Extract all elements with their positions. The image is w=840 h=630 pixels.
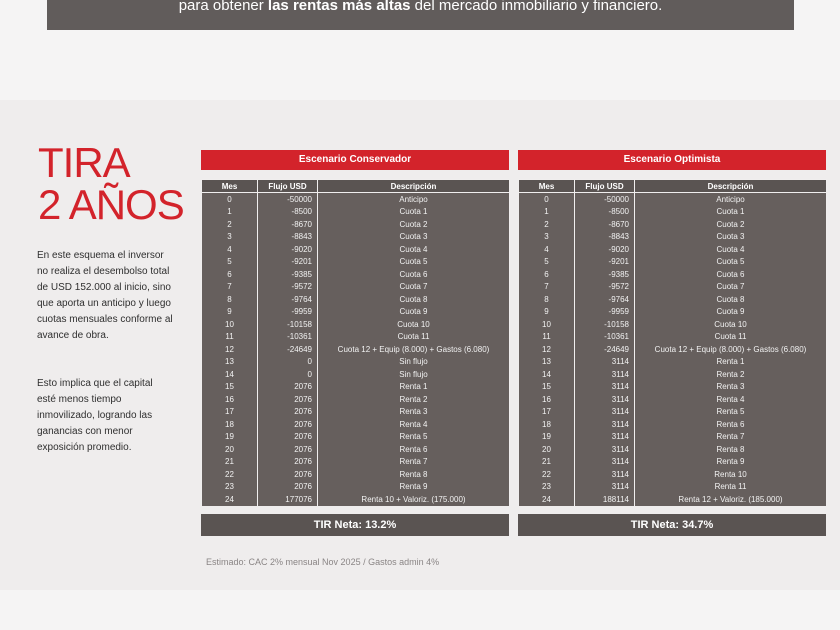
- table-row: [202, 356, 510, 369]
- banner-text-after: del mercado inmobiliario y financiero.: [410, 0, 663, 14]
- cell-mes: 0: [202, 193, 258, 206]
- cell-descripcion: Cuota 6: [635, 268, 827, 281]
- cell-mes: 15: [202, 381, 258, 394]
- cell-descripcion: Cuota 10: [635, 318, 827, 331]
- cell-flujo: -9572: [575, 281, 635, 294]
- cell-descripcion: Renta 4: [318, 418, 510, 431]
- table-row: [202, 343, 510, 356]
- cell-mes: 21: [519, 456, 575, 469]
- cell-descripcion: Renta 6: [318, 443, 510, 456]
- table-row: [519, 493, 827, 506]
- cell-descripcion: Cuota 1: [318, 206, 510, 219]
- cell-mes: 16: [519, 393, 575, 406]
- cell-descripcion: Renta 9: [318, 481, 510, 494]
- cell-descripcion: Cuota 11: [318, 331, 510, 344]
- table-row: [202, 231, 510, 244]
- cell-flujo: 0: [258, 356, 318, 369]
- table-row: [519, 206, 827, 219]
- cell-flujo: 188114: [575, 493, 635, 506]
- summary-paragraph: Esto implica que el capital esté menos tiempo inmovilizado, logrando las ganancias con menor exposición promedio.: [37, 378, 153, 453]
- cell-mes: 16: [202, 393, 258, 406]
- table-row: [202, 193, 510, 206]
- cell-flujo: -9959: [258, 306, 318, 319]
- intro-paragraph: En este esquema el inversor no realiza el desembolso total de USD 152.000 al inicio, sino que aporta un anticipo y luego cuotas mensuales conforme al avance de obra.: [37, 250, 173, 341]
- cell-flujo: 2076: [258, 443, 318, 456]
- table-row: [519, 381, 827, 394]
- cell-mes: 23: [202, 481, 258, 494]
- table-row: [202, 281, 510, 294]
- cell-mes: 2: [202, 218, 258, 231]
- table-row: [202, 406, 510, 419]
- cell-descripcion: Renta 1: [635, 356, 827, 369]
- cell-flujo: 3114: [575, 381, 635, 394]
- table-row: [202, 381, 510, 394]
- cell-flujo: -9201: [575, 256, 635, 269]
- cell-flujo: 0: [258, 368, 318, 381]
- cell-descripcion: Cuota 9: [635, 306, 827, 319]
- table-row: [519, 431, 827, 444]
- cell-mes: 19: [519, 431, 575, 444]
- table-row: [519, 406, 827, 419]
- cell-flujo: 3114: [575, 368, 635, 381]
- cell-descripcion: Renta 10: [635, 468, 827, 481]
- table-row: [519, 268, 827, 281]
- cell-flujo: 2076: [258, 431, 318, 444]
- cell-flujo: 3114: [575, 431, 635, 444]
- cell-mes: 9: [519, 306, 575, 319]
- cell-descripcion: Cuota 8: [318, 293, 510, 306]
- table-row: [202, 443, 510, 456]
- table-row: [202, 368, 510, 381]
- cell-flujo: -50000: [575, 193, 635, 206]
- cell-mes: 15: [519, 381, 575, 394]
- cell-flujo: 3114: [575, 468, 635, 481]
- cell-descripcion: Cuota 3: [635, 231, 827, 244]
- cell-flujo: 3114: [575, 356, 635, 369]
- table-row: [519, 231, 827, 244]
- column-header-mes: Mes: [202, 180, 258, 193]
- cell-descripcion: Sin flujo: [318, 356, 510, 369]
- table-row: [519, 393, 827, 406]
- cell-mes: 3: [519, 231, 575, 244]
- cell-descripcion: Cuota 5: [635, 256, 827, 269]
- cell-descripcion: Anticipo: [635, 193, 827, 206]
- table-row: [202, 243, 510, 256]
- cell-mes: 14: [519, 368, 575, 381]
- cell-flujo: -10361: [258, 331, 318, 344]
- cell-descripcion: Cuota 7: [318, 281, 510, 294]
- table-row: [202, 468, 510, 481]
- cell-descripcion: Cuota 5: [318, 256, 510, 269]
- cell-descripcion: Cuota 12 + Equip (8.000) + Gastos (6.080): [318, 343, 510, 356]
- cell-descripcion: Cuota 10: [318, 318, 510, 331]
- tir-neta: TIR Neta: 34.7%: [518, 514, 826, 536]
- cell-mes: 12: [202, 343, 258, 356]
- table-row: [202, 318, 510, 331]
- cell-flujo: -9385: [258, 268, 318, 281]
- cell-mes: 24: [519, 493, 575, 506]
- cell-flujo: -24649: [258, 343, 318, 356]
- cell-descripcion: Renta 12 + Valoriz. (185.000): [635, 493, 827, 506]
- cell-mes: 22: [519, 468, 575, 481]
- cell-flujo: 3114: [575, 443, 635, 456]
- cell-mes: 5: [519, 256, 575, 269]
- cell-mes: 11: [519, 331, 575, 344]
- cell-mes: 17: [202, 406, 258, 419]
- footnote: Estimado: CAC 2% mensual Nov 2025 / Gastos admin 4%: [206, 557, 440, 567]
- cell-descripcion: Renta 7: [318, 456, 510, 469]
- top-banner: [47, 0, 794, 30]
- column-header-descripcion: Descripción: [635, 180, 827, 193]
- cell-mes: 18: [202, 418, 258, 431]
- title-line-2: 2 AÑOS: [38, 181, 184, 228]
- table-row: [519, 193, 827, 206]
- scenario-optimista: [518, 150, 826, 536]
- table-row: [202, 306, 510, 319]
- table-row: [519, 368, 827, 381]
- cell-descripcion: Cuota 2: [318, 218, 510, 231]
- cell-flujo: -9764: [575, 293, 635, 306]
- cell-descripcion: Renta 1: [318, 381, 510, 394]
- cell-mes: 7: [202, 281, 258, 294]
- cell-mes: 4: [202, 243, 258, 256]
- table-row: [202, 218, 510, 231]
- cell-mes: 21: [202, 456, 258, 469]
- cell-flujo: 3114: [575, 418, 635, 431]
- cell-flujo: -9201: [258, 256, 318, 269]
- cell-flujo: 2076: [258, 468, 318, 481]
- cell-mes: 3: [202, 231, 258, 244]
- cell-descripcion: Renta 7: [635, 431, 827, 444]
- cell-mes: 13: [202, 356, 258, 369]
- cell-mes: 1: [519, 206, 575, 219]
- cell-mes: 20: [202, 443, 258, 456]
- cell-mes: 19: [202, 431, 258, 444]
- cell-flujo: -8843: [575, 231, 635, 244]
- cell-flujo: -9020: [575, 243, 635, 256]
- cell-descripcion: Renta 11: [635, 481, 827, 494]
- cell-flujo: 2076: [258, 456, 318, 469]
- table-row: [202, 206, 510, 219]
- cell-mes: 11: [202, 331, 258, 344]
- cell-mes: 6: [202, 268, 258, 281]
- cell-descripcion: Cuota 7: [635, 281, 827, 294]
- cell-flujo: 177076: [258, 493, 318, 506]
- table-row: [202, 393, 510, 406]
- cell-flujo: -9959: [575, 306, 635, 319]
- cell-descripcion: Renta 5: [318, 431, 510, 444]
- cell-flujo: -9020: [258, 243, 318, 256]
- cell-descripcion: Renta 8: [318, 468, 510, 481]
- column-header-flujo: Flujo USD: [258, 180, 318, 193]
- table-row: [519, 418, 827, 431]
- cell-flujo: 2076: [258, 418, 318, 431]
- cell-descripcion: Cuota 6: [318, 268, 510, 281]
- cell-flujo: -10158: [575, 318, 635, 331]
- cell-descripcion: Renta 6: [635, 418, 827, 431]
- cell-descripcion: Renta 10 + Valoriz. (175.000): [318, 493, 510, 506]
- cell-descripcion: Cuota 3: [318, 231, 510, 244]
- table-row: [202, 456, 510, 469]
- table-row: [519, 331, 827, 344]
- banner-text-bold: las rentas más altas: [267, 0, 411, 14]
- bottom-band: [0, 590, 840, 630]
- cell-descripcion: Cuota 8: [635, 293, 827, 306]
- table-row: [519, 293, 827, 306]
- cell-mes: 13: [519, 356, 575, 369]
- table-row: [519, 306, 827, 319]
- cell-descripcion: Renta 4: [635, 393, 827, 406]
- cell-flujo: -9764: [258, 293, 318, 306]
- cell-mes: 17: [519, 406, 575, 419]
- cell-flujo: -50000: [258, 193, 318, 206]
- cell-mes: 0: [519, 193, 575, 206]
- table-row: [519, 456, 827, 469]
- cell-descripcion: Renta 3: [318, 406, 510, 419]
- column-header-descripcion: Descripción: [318, 180, 510, 193]
- table-row: [202, 293, 510, 306]
- table-row: [519, 318, 827, 331]
- cell-flujo: 2076: [258, 481, 318, 494]
- cell-mes: 24: [202, 493, 258, 506]
- cell-mes: 6: [519, 268, 575, 281]
- cell-flujo: -8500: [258, 206, 318, 219]
- cell-flujo: 2076: [258, 393, 318, 406]
- cell-descripcion: Cuota 2: [635, 218, 827, 231]
- table-row: [202, 418, 510, 431]
- column-header-flujo: Flujo USD: [575, 180, 635, 193]
- cell-flujo: 3114: [575, 456, 635, 469]
- scenario-title: Escenario Optimista: [518, 150, 826, 170]
- cell-flujo: -24649: [575, 343, 635, 356]
- cell-mes: 18: [519, 418, 575, 431]
- cell-descripcion: Renta 8: [635, 443, 827, 456]
- cell-descripcion: Cuota 1: [635, 206, 827, 219]
- cell-flujo: -8500: [575, 206, 635, 219]
- cell-descripcion: Renta 3: [635, 381, 827, 394]
- cell-mes: 5: [202, 256, 258, 269]
- cell-descripcion: Cuota 11: [635, 331, 827, 344]
- table-row: [519, 243, 827, 256]
- table-row: [202, 331, 510, 344]
- cell-mes: 7: [519, 281, 575, 294]
- cashflow-table: [518, 179, 827, 506]
- cell-descripcion: Cuota 4: [635, 243, 827, 256]
- tir-neta: TIR Neta: 13.2%: [201, 514, 509, 536]
- cell-descripcion: Cuota 4: [318, 243, 510, 256]
- cell-flujo: 3114: [575, 393, 635, 406]
- cell-mes: 9: [202, 306, 258, 319]
- cell-descripcion: Renta 9: [635, 456, 827, 469]
- cell-mes: 1: [202, 206, 258, 219]
- cell-mes: 22: [202, 468, 258, 481]
- cell-mes: 14: [202, 368, 258, 381]
- table-row: [519, 443, 827, 456]
- cell-flujo: 3114: [575, 406, 635, 419]
- cashflow-table: [201, 179, 510, 506]
- cell-flujo: -9385: [575, 268, 635, 281]
- cell-descripcion: Sin flujo: [318, 368, 510, 381]
- cell-flujo: -8670: [258, 218, 318, 231]
- cell-descripcion: Renta 2: [318, 393, 510, 406]
- table-row: [202, 431, 510, 444]
- cell-flujo: 2076: [258, 406, 318, 419]
- cell-flujo: 2076: [258, 381, 318, 394]
- scenario-conservador: [201, 150, 509, 536]
- cell-descripcion: Anticipo: [318, 193, 510, 206]
- table-row: [202, 493, 510, 506]
- cell-flujo: -8670: [575, 218, 635, 231]
- title-line-1: TIRA: [38, 139, 130, 186]
- table-row: [519, 481, 827, 494]
- cell-mes: 4: [519, 243, 575, 256]
- cell-mes: 20: [519, 443, 575, 456]
- cell-descripcion: Renta 2: [635, 368, 827, 381]
- cell-flujo: -10361: [575, 331, 635, 344]
- table-row: [202, 256, 510, 269]
- table-row: [519, 356, 827, 369]
- banner-text-before: para obtener: [178, 0, 268, 14]
- scenario-title: Escenario Conservador: [201, 150, 509, 170]
- column-header-mes: Mes: [519, 180, 575, 193]
- cell-mes: 8: [202, 293, 258, 306]
- cell-flujo: -10158: [258, 318, 318, 331]
- cell-flujo: 3114: [575, 481, 635, 494]
- cell-flujo: -8843: [258, 231, 318, 244]
- cell-mes: 10: [202, 318, 258, 331]
- table-row: [519, 343, 827, 356]
- table-row: [202, 268, 510, 281]
- table-row: [519, 468, 827, 481]
- cell-flujo: -9572: [258, 281, 318, 294]
- cell-mes: 10: [519, 318, 575, 331]
- cell-descripcion: Cuota 9: [318, 306, 510, 319]
- page-title: [38, 139, 184, 228]
- table-row: [519, 218, 827, 231]
- cell-descripcion: Cuota 12 + Equip (8.000) + Gastos (6.080): [635, 343, 827, 356]
- table-row: [519, 256, 827, 269]
- cell-mes: 2: [519, 218, 575, 231]
- cell-mes: 23: [519, 481, 575, 494]
- cell-descripcion: Renta 5: [635, 406, 827, 419]
- table-row: [519, 281, 827, 294]
- cell-mes: 12: [519, 343, 575, 356]
- cell-mes: 8: [519, 293, 575, 306]
- table-row: [202, 481, 510, 494]
